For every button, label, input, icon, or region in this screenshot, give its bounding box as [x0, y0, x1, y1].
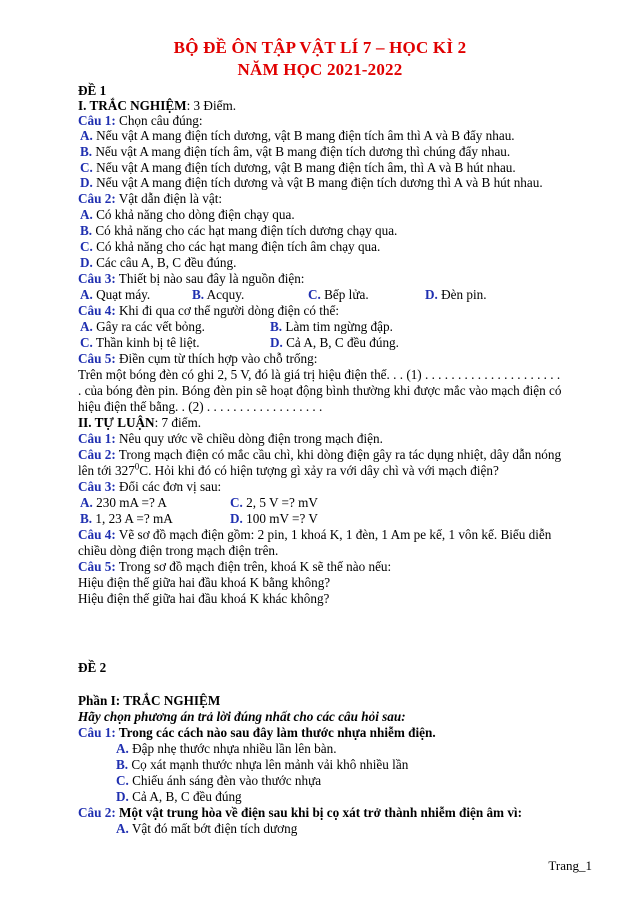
answer-option: [80, 255, 236, 270]
option-text: Nếu vật A mang điện tích dương, vật B mang điện tích âm, thì A và B hút nhau.: [92, 160, 516, 175]
essay-question-4: [78, 527, 551, 542]
question-2: [78, 805, 522, 820]
question-text: Nêu quy ước về chiều dòng điện trong mạch điện.: [115, 431, 383, 446]
question-number: Câu 5:: [78, 559, 116, 574]
question-text: Vật dẫn điện là vật:: [115, 191, 223, 206]
exam-1-label: ĐỀ 1: [78, 83, 107, 98]
option-key: D.: [230, 511, 243, 526]
essay-question-5: [78, 559, 391, 574]
answer-option: [230, 511, 318, 526]
answer-option: [80, 160, 516, 175]
option-key: C.: [116, 773, 129, 788]
option-text: Nếu vật A mang điện tích dương, vật B mang điện tích âm thì A và B đẩy nhau.: [92, 128, 515, 143]
option-key: B.: [80, 223, 93, 238]
option-key: A.: [80, 495, 93, 510]
answer-option: [80, 495, 167, 510]
answer-option: [116, 789, 242, 804]
option-text: Cọ xát mạnh thước nhựa lên mảnh vải khô nhiều lần: [128, 757, 409, 772]
option-text: 100 mV =? V: [242, 511, 318, 526]
school-year-title: NĂM HỌC 2021-2022: [237, 60, 403, 79]
answer-option: [80, 144, 510, 159]
answer-option: [116, 757, 408, 772]
question-number: Câu 2:: [78, 447, 116, 462]
answer-option: [425, 287, 487, 302]
option-text: Cả A, B, C đều đúng: [128, 789, 242, 804]
answer-option: [80, 287, 150, 302]
option-key: B.: [116, 757, 129, 772]
option-text: Cả A, B, C đều đúng.: [282, 335, 399, 350]
page-number: Trang_1: [548, 858, 592, 873]
option-text: 230 mA =? A: [92, 495, 167, 510]
option-text: Thần kinh bị tê liệt.: [92, 335, 200, 350]
question-text: Điền cụm từ thích hợp vào chỗ trống:: [115, 351, 318, 366]
question-text: Một vật trung hòa về điện sau khi bị cọ xát trở thành nhiễm điện âm vì:: [115, 805, 522, 820]
question-text: Vẽ sơ đồ mạch điện gồm: 2 pin, 1 khoá K, 1 đèn, 1 Am pe kế, 1 vôn kế. Biểu diễn: [115, 527, 552, 542]
option-key: C.: [230, 495, 243, 510]
answer-option: [80, 207, 295, 222]
option-key: B.: [80, 144, 93, 159]
answer-option: [192, 287, 244, 302]
document-title: BỘ ĐỀ ÔN TẬP VẬT LÍ 7 – HỌC KÌ 2: [173, 38, 467, 57]
answer-option: [270, 335, 399, 350]
answer-option: [80, 175, 543, 190]
question-number: Câu 3:: [78, 271, 116, 286]
option-text: Các câu A, B, C đều đúng.: [92, 255, 237, 270]
option-key: B.: [270, 319, 283, 334]
essay-question-2: [78, 447, 561, 462]
option-text: Gây ra các vết bỏng.: [92, 319, 205, 334]
part-2-title: II. TỰ LUẬN: [78, 415, 155, 430]
option-key: A.: [80, 207, 93, 222]
part-1-title: I. TRẮC NGHIỆM: [78, 98, 187, 113]
option-key: A.: [80, 287, 93, 302]
answer-option: [116, 741, 337, 756]
option-key: D.: [116, 789, 129, 804]
option-text: Chiếu ánh sáng đèn vào thước nhựa: [128, 773, 322, 788]
answer-option: [80, 335, 200, 350]
option-key: C.: [80, 160, 93, 175]
option-text: Có khả năng cho các hạt mang điện tích âm chạy qua.: [92, 239, 381, 254]
option-key: C.: [80, 239, 93, 254]
question-body-line: Hiệu điện thế giữa hai đầu khoá K bằng không?: [78, 575, 331, 590]
question-body-line: Trên một bóng đèn có ghi 2, 5 V, đó là giá trị hiệu điện thế. . . (1) . . . . . . . . . . . . . . . . . . . . .: [78, 367, 561, 382]
question-text-cont: C. Hỏi khi đó có hiện tượng gì xảy ra với dây chì và với mạch điện?: [139, 463, 499, 478]
question-4: [78, 303, 339, 318]
option-text: 2, 5 V =? mV: [242, 495, 318, 510]
instruction-text: Hãy chọn phương án trả lời đúng nhất cho các câu hỏi sau:: [78, 709, 406, 724]
part-2-heading: [78, 415, 201, 430]
option-key: C.: [308, 287, 321, 302]
option-key: C.: [80, 335, 93, 350]
answer-option: [270, 319, 393, 334]
degree-superscript: 0: [134, 461, 140, 472]
answer-option: [116, 821, 297, 836]
temperature-value: lên tới 327: [78, 463, 135, 478]
option-text: Nếu vật A mang điện tích âm, vật B mang điện tích dương thì chúng đẩy nhau.: [92, 144, 511, 159]
option-text: Vật đó mất bớt điện tích dương: [128, 821, 298, 836]
option-text: Acquy.: [204, 287, 245, 302]
option-text: Có khả năng cho các hạt mang điện tích dương chạy qua.: [92, 223, 398, 238]
question-2: [78, 191, 222, 206]
answer-option: [116, 773, 321, 788]
question-body-line: chiều dòng điện trong mạch điện trên.: [78, 543, 279, 558]
option-key: B.: [80, 511, 93, 526]
part-2-points: : 7 điểm.: [154, 415, 202, 430]
question-number: Câu 1:: [78, 431, 116, 446]
option-text: Nếu vật A mang điện tích dương và vật B mang điện tích dương thì A và B hút nhau.: [92, 175, 543, 190]
question-text: Khi đi qua cơ thể người dòng điện có thể:: [115, 303, 339, 318]
option-key: D.: [80, 175, 93, 190]
option-key: A.: [80, 128, 93, 143]
answer-option: [230, 495, 318, 510]
part-1-heading: Phần I: TRẮC NGHIỆM: [78, 693, 221, 708]
question-3: [78, 271, 304, 286]
question-text: Trong mạch điện có mắc cầu chì, khi dòng điện gây ra tác dụng nhiệt, dây dẫn nóng: [115, 447, 562, 462]
question-body-line: Hiệu điện thế giữa hai đầu khoá K khác không?: [78, 591, 330, 606]
question-number: Câu 1:: [78, 725, 116, 740]
answer-option: [80, 319, 205, 334]
option-text: Đập nhẹ thước nhựa nhiều lần lên bàn.: [128, 741, 337, 756]
question-body-line: hiệu điện thế bằng. . (2) . . . . . . . . . . . . . . . . . .: [78, 399, 323, 414]
question-body-line: [78, 463, 499, 478]
question-5: [78, 351, 317, 366]
option-text: Đèn pin.: [437, 287, 487, 302]
option-text: Bếp lửa.: [320, 287, 369, 302]
option-text: Làm tim ngừng đập.: [282, 319, 393, 334]
question-text: Chọn câu đúng:: [115, 113, 203, 128]
option-text: Có khả năng cho dòng điện chạy qua.: [92, 207, 295, 222]
option-key: D.: [425, 287, 438, 302]
option-key: B.: [192, 287, 205, 302]
question-text: Thiết bị nào sau đây là nguồn điện:: [115, 271, 305, 286]
option-key: A.: [80, 319, 93, 334]
essay-question-3: [78, 479, 221, 494]
option-text: Quạt máy.: [92, 287, 151, 302]
answer-option: [80, 128, 515, 143]
question-number: Câu 3:: [78, 479, 116, 494]
essay-question-1: [78, 431, 383, 446]
option-key: D.: [80, 255, 93, 270]
part-1-points: : 3 Điểm.: [186, 98, 237, 113]
question-text: Đổi các đơn vị sau:: [115, 479, 222, 494]
option-key: A.: [116, 821, 129, 836]
part-1-heading: [78, 98, 236, 113]
exam-2-label: ĐỀ 2: [78, 660, 107, 675]
question-body-line: . của bóng đèn pin. Bóng đèn pin sẽ hoạt động bình thường khi được mắc vào mạch điện có: [78, 383, 562, 398]
question-text: Trong sơ đồ mạch điện trên, khoá K sẽ thế nào nếu:: [115, 559, 392, 574]
option-key: A.: [116, 741, 129, 756]
question-number: Câu 2:: [78, 805, 116, 820]
question-number: Câu 1:: [78, 113, 116, 128]
answer-option: [80, 239, 380, 254]
question-number: Câu 2:: [78, 191, 116, 206]
question-number: Câu 5:: [78, 351, 116, 366]
question-number: Câu 4:: [78, 303, 116, 318]
question-1: [78, 725, 436, 740]
answer-option: [308, 287, 369, 302]
question-number: Câu 4:: [78, 527, 116, 542]
answer-option: [80, 223, 397, 238]
question-1: [78, 113, 203, 128]
option-text: 1, 23 A =? mA: [92, 511, 173, 526]
answer-option: [80, 511, 173, 526]
option-key: D.: [270, 335, 283, 350]
question-text: Trong các cách nào sau đây làm thước nhựa nhiễm điện.: [115, 725, 436, 740]
